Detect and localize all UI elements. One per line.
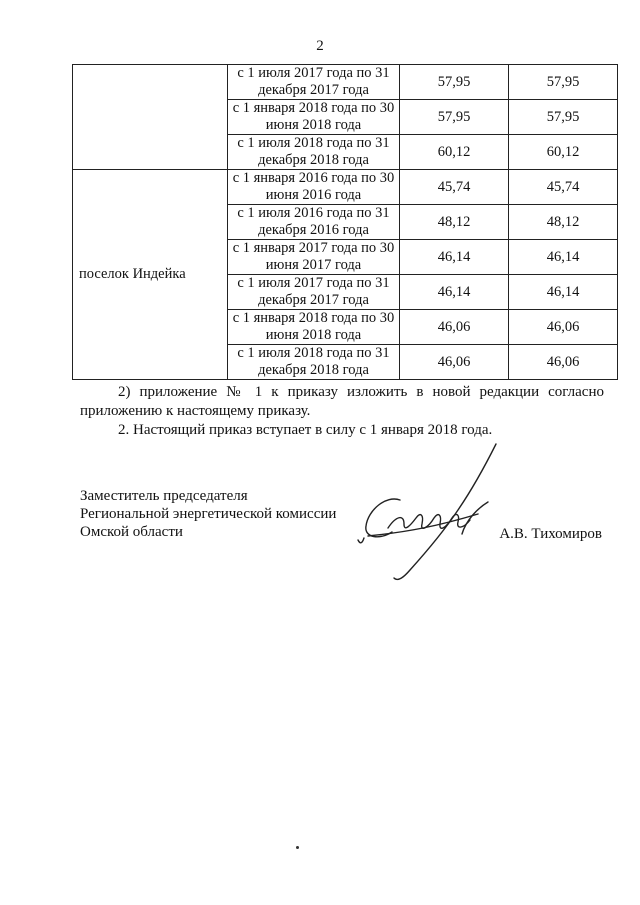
amendment-paragraph: 2) приложение № 1 к приказу изложить в новой редакции согласно приложению к настоящему приказу.: [80, 384, 604, 419]
value-cell: 48,12: [509, 205, 618, 240]
location-cell-empty: [73, 65, 228, 170]
value-cell: 60,12: [509, 135, 618, 170]
period-cell: с 1 июля 2017 года по 31 декабря 2017 года: [228, 275, 400, 310]
value-cell: 46,14: [509, 275, 618, 310]
period-cell: с 1 июля 2018 года по 31 декабря 2018 года: [228, 345, 400, 380]
period-cell: с 1 января 2016 года по 30 июня 2016 года: [228, 170, 400, 205]
page-mark-dot: [296, 846, 299, 849]
period-cell: с 1 января 2017 года по 30 июня 2017 года: [228, 240, 400, 275]
signatory-title-line: Заместитель председателя: [80, 488, 248, 504]
period-cell: с 1 июля 2018 года по 31 декабря 2018 года: [228, 135, 400, 170]
signatory-title-line: Омской области: [80, 524, 183, 540]
value-cell: 57,95: [400, 65, 509, 100]
effective-date-paragraph: 2. Настоящий приказ вступает в силу с 1 января 2018 года.: [118, 422, 493, 438]
value-cell: 45,74: [509, 170, 618, 205]
value-cell: 46,06: [400, 345, 509, 380]
value-cell: 46,14: [509, 240, 618, 275]
page-number: 2: [316, 38, 324, 54]
table-row: [73, 65, 618, 100]
table-row: [73, 170, 618, 205]
period-cell: с 1 января 2018 года по 30 июня 2018 года: [228, 310, 400, 345]
value-cell: 46,06: [509, 345, 618, 380]
value-cell: 46,14: [400, 240, 509, 275]
handwritten-signature: [338, 440, 508, 590]
tariff-table: [72, 64, 618, 380]
location-cell: поселок Индейка: [73, 170, 228, 380]
value-cell: 57,95: [400, 100, 509, 135]
value-cell: 46,14: [400, 275, 509, 310]
value-cell: 46,06: [509, 310, 618, 345]
signatory-name: А.В. Тихомиров: [499, 526, 602, 542]
value-cell: 60,12: [400, 135, 509, 170]
value-cell: 45,74: [400, 170, 509, 205]
value-cell: 46,06: [400, 310, 509, 345]
value-cell: 57,95: [509, 100, 618, 135]
value-cell: 57,95: [509, 65, 618, 100]
period-cell: с 1 июля 2017 года по 31 декабря 2017 года: [228, 65, 400, 100]
period-cell: с 1 июля 2016 года по 31 декабря 2016 года: [228, 205, 400, 240]
period-cell: с 1 января 2018 года по 30 июня 2018 года: [228, 100, 400, 135]
signatory-title: [80, 487, 336, 541]
signatory-title-line: Региональной энергетической комиссии: [80, 506, 337, 522]
value-cell: 48,12: [400, 205, 509, 240]
